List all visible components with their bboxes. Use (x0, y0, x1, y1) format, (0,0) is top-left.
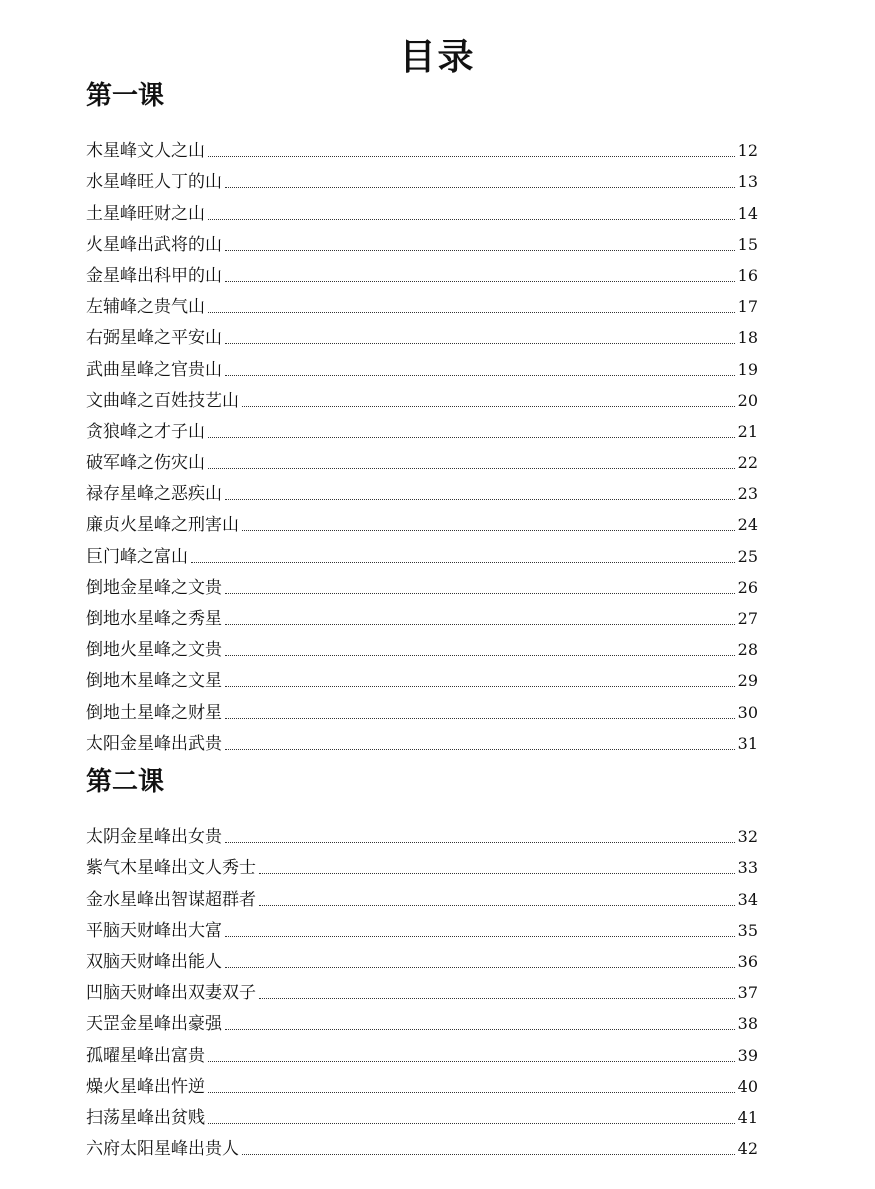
toc-entry[interactable] (86, 943, 758, 974)
toc-entry[interactable] (86, 631, 758, 662)
toc-entry-page-number: 26 (737, 577, 758, 597)
toc-entry-title: 金水星峰出智谋超群者 (86, 889, 256, 910)
dot-leader (208, 219, 735, 220)
toc-list (86, 132, 758, 756)
toc-entry-page-number: 22 (737, 453, 758, 473)
toc-entry-page-number: 16 (737, 265, 758, 285)
toc-entry-title: 太阳金星峰出武贵 (86, 733, 222, 754)
toc-entry-page-number: 18 (737, 328, 758, 348)
toc-entry-title: 左辅峰之贵气山 (86, 297, 205, 318)
toc-entry[interactable] (86, 382, 758, 413)
dot-leader (225, 187, 735, 188)
toc-entry[interactable] (86, 319, 758, 350)
toc-entry-title: 双脑天财峰出能人 (86, 951, 222, 972)
toc-entry-title: 土星峰旺财之山 (86, 203, 205, 224)
toc-entry-title: 扫荡星峰出贫贱 (86, 1107, 205, 1128)
toc-entry-page-number: 37 (737, 983, 758, 1003)
dot-leader (225, 343, 735, 344)
toc-entry[interactable] (86, 569, 758, 600)
dot-leader (225, 593, 735, 594)
toc-entry-page-number: 41 (737, 1107, 758, 1127)
dot-leader (225, 686, 735, 687)
toc-entry-page-number: 17 (737, 297, 758, 317)
toc-entry[interactable] (86, 880, 758, 911)
dot-leader (208, 1061, 735, 1062)
dot-leader (259, 998, 735, 999)
toc-entry-page-number: 25 (737, 546, 758, 566)
toc-entry-title: 倒地木星峰之文星 (86, 671, 222, 692)
toc-entry-page-number: 40 (737, 1076, 758, 1096)
toc-entry-title: 倒地水星峰之秀星 (86, 609, 222, 629)
toc-entry-page-number: 32 (737, 827, 758, 847)
dot-leader (225, 250, 735, 251)
toc-entry-title: 太阴金星峰出女贵 (86, 827, 222, 848)
dot-leader (208, 437, 735, 438)
toc-entry[interactable] (86, 849, 758, 880)
dot-leader (259, 905, 735, 906)
toc-entry-page-number: 23 (737, 484, 758, 504)
dot-leader (208, 312, 735, 313)
toc-entry-title: 破军峰之伤灾山 (86, 453, 205, 474)
dot-leader (242, 530, 735, 531)
toc-entry-title: 孤曜星峰出富贵 (86, 1045, 205, 1066)
toc-entry-title: 金星峰出科甲的山 (86, 265, 222, 286)
section-heading: 第二课 (86, 767, 165, 797)
toc-entry[interactable] (86, 600, 758, 631)
toc-entry-title: 凹脑天财峰出双妻双子 (86, 983, 256, 1004)
toc-entry-page-number: 39 (737, 1045, 758, 1065)
toc-entry-title: 巨门峰之富山 (86, 546, 188, 567)
dot-leader (259, 873, 735, 874)
toc-entry-title: 燥火星峰出忤逆 (86, 1076, 205, 1097)
toc-entry-page-number: 38 (737, 1014, 758, 1034)
toc-entry[interactable] (86, 475, 758, 506)
dot-leader (208, 156, 735, 157)
toc-entry-title: 六府太阳星峰出贵人 (86, 1139, 239, 1160)
toc-entry-page-number: 35 (737, 920, 758, 940)
dot-leader (225, 281, 735, 282)
toc-entry-page-number: 30 (737, 702, 758, 722)
section-heading: 第一课 (86, 81, 165, 111)
dot-leader (225, 375, 735, 376)
toc-list (86, 818, 758, 1161)
dot-leader (225, 655, 735, 656)
dot-leader (242, 1154, 735, 1155)
toc-entry[interactable] (86, 194, 758, 225)
toc-entry[interactable] (86, 506, 758, 537)
toc-section-1 (86, 78, 758, 756)
toc-entry-title: 平脑天财峰出大富 (86, 920, 222, 941)
toc-entry-title: 禄存星峰之恶疾山 (86, 484, 222, 505)
toc-entry-page-number: 36 (737, 951, 758, 971)
toc-entry-page-number: 12 (737, 141, 758, 161)
toc-entry-title: 右弼星峰之平安山 (86, 328, 222, 349)
toc-entry-title: 廉贞火星峰之刑害山 (86, 515, 239, 536)
toc-entry[interactable] (86, 693, 758, 724)
dot-leader (242, 406, 735, 407)
toc-entry-title: 文曲峰之百姓技艺山 (86, 390, 239, 411)
toc-entry-page-number: 28 (737, 640, 758, 660)
toc-entry[interactable] (86, 1005, 758, 1036)
dot-leader (225, 624, 735, 625)
toc-entry[interactable] (86, 537, 758, 568)
dot-leader (225, 749, 735, 750)
toc-entry[interactable] (86, 1036, 758, 1067)
toc-entry-page-number: 15 (737, 234, 758, 254)
toc-entry-title: 火星峰出武将的山 (86, 234, 222, 255)
toc-entry[interactable] (86, 818, 758, 849)
dot-leader (191, 562, 735, 563)
toc-entry-page-number: 29 (737, 671, 758, 691)
toc-entry-title: 倒地土星峰之财星 (86, 702, 222, 723)
toc-entry[interactable] (86, 226, 758, 257)
toc-entry[interactable] (86, 257, 758, 288)
toc-entry-page-number: 21 (737, 421, 758, 441)
toc-entry-title: 倒地金星峰之文贵 (86, 577, 222, 598)
toc-entry-page-number: 27 (737, 609, 758, 628)
toc-entry-title: 水星峰旺人丁的山 (86, 172, 222, 193)
dot-leader (225, 499, 735, 500)
toc-entry[interactable] (86, 288, 758, 319)
toc-entry-title: 紫气木星峰出文人秀士 (86, 858, 256, 879)
toc-entry[interactable] (86, 1130, 758, 1161)
toc-entry-page-number: 42 (737, 1139, 758, 1159)
dot-leader (208, 468, 735, 469)
toc-entry-page-number: 34 (737, 889, 758, 909)
toc-entry[interactable] (86, 132, 758, 163)
toc-entry[interactable] (86, 350, 758, 381)
toc-entry[interactable] (86, 163, 758, 194)
toc-entry[interactable] (86, 1099, 758, 1130)
dot-leader (225, 1029, 735, 1030)
toc-section-2 (86, 764, 758, 1161)
dot-leader (225, 936, 735, 937)
toc-entry-page-number: 20 (737, 390, 758, 410)
dot-leader (225, 842, 735, 843)
toc-entry-title: 天罡金星峰出豪强 (86, 1014, 222, 1035)
toc-entry[interactable] (86, 1068, 758, 1099)
toc-entry[interactable] (86, 444, 758, 475)
dot-leader (208, 1123, 735, 1124)
toc-entry-title: 武曲星峰之官贵山 (86, 359, 222, 380)
toc-entry-title: 倒地火星峰之文贵 (86, 640, 222, 661)
toc-entry-page-number: 13 (737, 172, 758, 192)
toc-entry[interactable] (86, 725, 758, 756)
toc-entry-page-number: 19 (737, 359, 758, 379)
toc-entry-title: 贪狼峰之才子山 (86, 421, 205, 442)
toc-entry-page-number: 14 (737, 203, 758, 223)
toc-entry[interactable] (86, 662, 758, 693)
toc-entry[interactable] (86, 912, 758, 943)
toc-entry-title: 木星峰文人之山 (86, 141, 205, 162)
toc-entry-page-number: 33 (737, 858, 758, 878)
toc-entry[interactable] (86, 413, 758, 444)
toc-entry[interactable] (86, 974, 758, 1005)
dot-leader (225, 718, 735, 719)
dot-leader (225, 967, 735, 968)
dot-leader (208, 1092, 735, 1093)
page-title: 目录 (399, 37, 476, 79)
toc-entry-page-number: 24 (737, 515, 758, 535)
toc-entry-page-number: 31 (737, 733, 758, 753)
